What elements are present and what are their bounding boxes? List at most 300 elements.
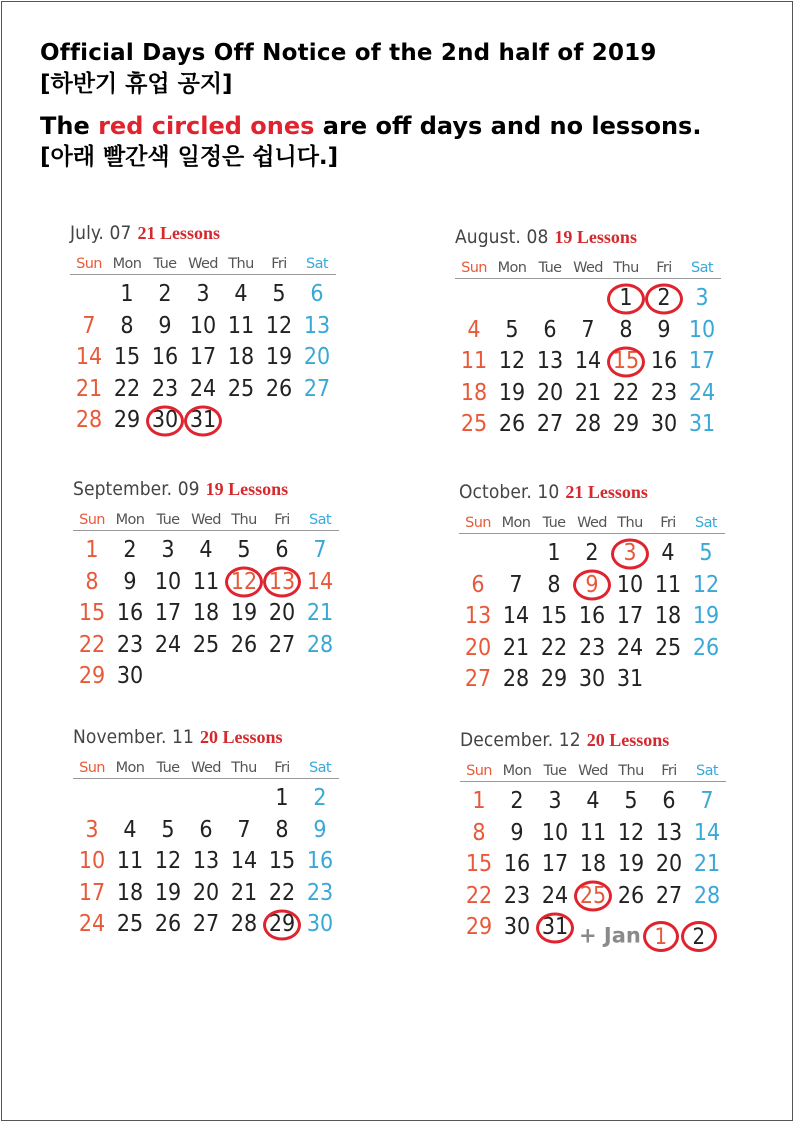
weekday-label: Thu	[618, 763, 644, 779]
weekday-label: Fri	[660, 515, 676, 531]
lesson-count: 19 Lessons	[554, 227, 637, 247]
day-cell: 26	[265, 375, 293, 402]
week-row	[459, 570, 727, 602]
weekday-label: Fri	[274, 760, 290, 776]
day-cell: 3	[85, 816, 99, 843]
day-cell: 19	[230, 600, 258, 626]
day-cell: 6	[662, 788, 676, 814]
off-day-cell: 29	[263, 909, 301, 941]
week-row	[455, 409, 723, 441]
weekday-label: Sat	[306, 256, 328, 272]
day-cell: 17	[688, 348, 716, 374]
day-cell: 21	[75, 375, 103, 402]
header-divider	[70, 274, 336, 275]
day-cell: 17	[78, 879, 106, 906]
week-row	[459, 601, 727, 633]
january-off-day: 1	[643, 921, 679, 952]
calendar-july	[70, 220, 338, 437]
weekday-label: Mon	[501, 515, 531, 531]
day-cell: 28	[306, 631, 334, 658]
day-cell: 24	[189, 375, 217, 402]
day-cell: 23	[151, 375, 179, 402]
day-cell: 28	[693, 882, 721, 909]
off-day-cell: 15	[607, 346, 645, 378]
day-cell: 21	[306, 600, 334, 626]
month-name: August. 08	[455, 226, 549, 248]
day-cell: 23	[503, 882, 531, 909]
day-cell: 2	[158, 281, 172, 307]
day-cell: 19	[617, 851, 645, 877]
day-cell: 24	[688, 379, 716, 406]
weekday-label: Tue	[543, 763, 567, 779]
day-cell: 4	[123, 816, 137, 843]
day-cell: 2	[510, 788, 524, 814]
week-row	[73, 783, 341, 815]
day-cell: 26	[498, 411, 526, 437]
off-day-cell: 12	[225, 567, 263, 599]
off-day-cell: 9	[573, 570, 611, 602]
weekday-label: Fri	[274, 512, 290, 528]
day-cell: 29	[540, 666, 568, 692]
weekday-label: Mon	[115, 760, 145, 776]
week-row	[73, 567, 341, 599]
weekday-label: Thu	[617, 515, 643, 531]
day-cell: 15	[113, 344, 141, 370]
weekday-label: Sun	[465, 515, 491, 531]
day-cell: 9	[657, 316, 671, 343]
day-cell: 14	[693, 819, 721, 846]
day-cell: 13	[464, 603, 492, 629]
weekday-label: Wed	[573, 260, 603, 276]
month-heading	[70, 220, 338, 246]
day-cell: 19	[692, 603, 720, 629]
weekday-label: Sun	[76, 256, 102, 272]
week-row	[455, 283, 723, 315]
day-cell	[225, 783, 263, 815]
week-row	[73, 815, 341, 847]
day-cell: 10	[154, 568, 182, 595]
day-cell: 22	[612, 379, 640, 406]
day-cell: 28	[574, 411, 602, 437]
day-cell: 30	[650, 411, 678, 437]
day-cell: 8	[472, 819, 486, 846]
week-row	[460, 818, 728, 850]
day-cell	[260, 405, 298, 437]
day-cell: 12	[154, 848, 182, 874]
weekday-label: Fri	[656, 260, 672, 276]
weekday-label: Tue	[156, 760, 180, 776]
day-cell	[497, 538, 535, 570]
weekday-label: Mon	[115, 512, 145, 528]
day-cell: 8	[85, 568, 99, 595]
day-cell: 20	[464, 634, 492, 661]
january-prefix: + Jan	[579, 923, 641, 948]
day-cell: 8	[547, 571, 561, 598]
day-cell: 23	[116, 631, 144, 658]
day-cell: 15	[465, 851, 493, 877]
day-cell	[73, 783, 111, 815]
day-cell: 3	[548, 788, 562, 814]
day-cell: 24	[154, 631, 182, 658]
off-day-cell: 25	[574, 881, 612, 913]
day-cell: 5	[272, 281, 286, 307]
day-cell	[187, 783, 225, 815]
day-cell	[149, 661, 187, 693]
day-cell: 10	[189, 312, 217, 339]
off-day-cell: 2	[645, 283, 683, 315]
day-cell: 30	[578, 666, 606, 692]
day-cell: 21	[574, 379, 602, 406]
weekday-label: Sun	[466, 763, 492, 779]
notice-instruction-korean: [아래 빨간색 일정은 쉽니다.]	[40, 144, 339, 170]
day-cell: 18	[579, 851, 607, 877]
day-cell: 12	[498, 348, 526, 374]
day-cell: 4	[661, 540, 675, 566]
day-cell: 7	[313, 537, 327, 563]
month-name: October. 10	[459, 481, 560, 503]
notice-page	[1, 1, 793, 1121]
day-cell: 24	[541, 882, 569, 909]
day-cell: 10	[541, 819, 569, 846]
day-cell: 29	[78, 663, 106, 689]
day-cell: 11	[227, 312, 255, 339]
weekday-header	[73, 506, 341, 528]
week-row	[460, 786, 728, 818]
week-row	[70, 279, 338, 311]
off-day-cell: 31	[536, 912, 574, 944]
day-cell: 12	[692, 571, 720, 598]
header-divider	[73, 530, 339, 531]
weekday-header	[455, 254, 723, 276]
weekday-label: Mon	[497, 260, 527, 276]
week-row	[73, 909, 341, 941]
day-cell: 26	[154, 911, 182, 937]
notice-instruction	[40, 114, 701, 138]
day-cell: 11	[116, 848, 144, 874]
day-cell: 29	[465, 914, 493, 940]
lesson-count: 20 Lessons	[586, 730, 670, 750]
day-cell: 4	[467, 316, 481, 343]
day-cell: 11	[579, 819, 607, 846]
day-cell: 20	[536, 379, 564, 406]
day-cell: 8	[120, 312, 134, 339]
day-cell: 11	[460, 348, 488, 374]
weekday-label: Thu	[228, 256, 254, 272]
day-cell	[225, 661, 263, 693]
day-cell: 17	[616, 603, 644, 629]
day-cell	[149, 783, 187, 815]
calendar-august	[455, 224, 723, 441]
weekday-label: Mon	[112, 256, 142, 272]
weekday-label: Thu	[231, 760, 257, 776]
day-cell: 10	[78, 848, 106, 874]
day-cell: 1	[120, 281, 134, 307]
day-cell: 24	[78, 911, 106, 937]
day-cell: 26	[230, 631, 258, 658]
weekday-label: Tue	[156, 512, 180, 528]
day-cell: 1	[472, 788, 486, 814]
day-cell: 1	[547, 540, 561, 566]
weekday-label: Sat	[309, 760, 331, 776]
day-cell: 10	[688, 316, 716, 343]
day-cell	[569, 283, 607, 315]
month-name: December. 12	[460, 729, 581, 751]
weekday-label: Thu	[613, 260, 639, 276]
header-divider	[455, 278, 721, 279]
day-cell: 27	[192, 911, 220, 937]
week-row	[459, 664, 727, 696]
weekday-label: Sun	[79, 512, 105, 528]
day-cell: 25	[227, 375, 255, 402]
month-name: September. 09	[73, 478, 200, 500]
day-cell: 27	[655, 882, 683, 909]
day-cell: 2	[585, 540, 599, 566]
weekday-label: Thu	[231, 512, 257, 528]
calendar-november	[73, 724, 341, 941]
month-heading	[73, 724, 341, 750]
weekday-header	[70, 250, 338, 272]
day-cell: 29	[113, 407, 141, 433]
day-cell: 3	[196, 281, 210, 307]
instruction-red-text: red circled ones	[98, 112, 315, 140]
week-row	[455, 315, 723, 347]
day-cell: 2	[313, 785, 327, 811]
day-cell: 23	[578, 634, 606, 661]
day-cell: 30	[306, 911, 334, 937]
day-cell: 5	[161, 816, 175, 843]
calendar-october	[459, 479, 727, 696]
day-cell: 3	[695, 285, 709, 311]
day-cell: 14	[574, 348, 602, 374]
weekday-label: Tue	[538, 260, 562, 276]
day-cell: 30	[503, 914, 531, 940]
day-cell: 28	[230, 911, 258, 937]
day-cell: 6	[199, 816, 213, 843]
day-cell: 12	[617, 819, 645, 846]
day-cell: 4	[234, 281, 248, 307]
off-day-cell: 3	[611, 538, 649, 570]
lesson-count: 21 Lessons	[137, 223, 220, 243]
notice-title: Official Days Off Notice of the 2nd half of 2019	[40, 40, 657, 66]
notice-title-korean: [하반기 휴업 공지]	[40, 71, 233, 97]
weekday-header	[73, 754, 341, 776]
week-row	[460, 881, 728, 913]
day-cell: 22	[540, 634, 568, 661]
day-cell: 20	[303, 344, 331, 370]
weekday-label: Sat	[691, 260, 713, 276]
header-divider	[460, 781, 726, 782]
day-cell: 2	[123, 537, 137, 563]
day-cell	[263, 661, 301, 693]
day-cell: 18	[227, 344, 255, 370]
day-cell: 25	[192, 631, 220, 658]
week-row	[460, 849, 728, 881]
day-cell: 20	[192, 879, 220, 906]
day-cell: 20	[655, 851, 683, 877]
day-cell: 17	[154, 600, 182, 626]
day-cell	[111, 783, 149, 815]
day-cell: 14	[230, 848, 258, 874]
day-cell: 3	[161, 537, 175, 563]
day-cell: 18	[116, 879, 144, 906]
day-cell: 16	[650, 348, 678, 374]
month-name: July. 07	[70, 222, 132, 244]
day-cell: 4	[586, 788, 600, 814]
day-cell: 18	[654, 603, 682, 629]
month-name: November. 11	[73, 726, 194, 748]
day-cell: 15	[268, 848, 296, 874]
week-row	[70, 405, 338, 437]
weekday-label: Mon	[502, 763, 532, 779]
day-cell	[531, 283, 569, 315]
day-cell: 14	[75, 344, 103, 370]
instruction-prefix: The	[40, 112, 99, 140]
day-cell: 13	[536, 348, 564, 374]
day-cell	[459, 538, 497, 570]
day-cell: 13	[303, 312, 331, 339]
day-cell: 9	[158, 312, 172, 339]
day-cell: 16	[116, 600, 144, 626]
day-cell: 18	[460, 379, 488, 406]
day-cell: 21	[502, 634, 530, 661]
day-cell: 28	[502, 666, 530, 692]
day-cell: 22	[268, 879, 296, 906]
week-row	[455, 378, 723, 410]
week-row	[73, 661, 341, 693]
day-cell: 26	[692, 634, 720, 661]
day-cell: 31	[688, 411, 716, 437]
day-cell: 16	[151, 344, 179, 370]
day-cell: 10	[616, 571, 644, 598]
weekday-label: Fri	[661, 763, 677, 779]
day-cell: 9	[510, 819, 524, 846]
day-cell: 30	[116, 663, 144, 689]
week-row	[70, 311, 338, 343]
day-cell: 26	[617, 882, 645, 909]
day-cell: 24	[616, 634, 644, 661]
day-cell: 9	[313, 816, 327, 843]
day-cell: 16	[503, 851, 531, 877]
day-cell: 17	[541, 851, 569, 877]
day-cell: 8	[275, 816, 289, 843]
weekday-label: Sat	[695, 515, 717, 531]
month-heading	[455, 224, 723, 250]
lesson-count: 21 Lessons	[565, 482, 648, 502]
day-cell: 6	[471, 571, 485, 598]
day-cell: 16	[306, 848, 334, 874]
day-cell: 12	[265, 312, 293, 339]
week-row	[73, 535, 341, 567]
day-cell: 23	[650, 379, 678, 406]
day-cell: 22	[113, 375, 141, 402]
day-cell: 1	[85, 537, 99, 563]
week-row	[73, 878, 341, 910]
week-row	[70, 374, 338, 406]
day-cell: 21	[230, 879, 258, 906]
day-cell: 7	[509, 571, 523, 598]
day-cell: 16	[578, 603, 606, 629]
january-off-day: 2	[681, 921, 717, 952]
day-cell: 27	[536, 411, 564, 437]
weekday-label: Tue	[542, 515, 566, 531]
day-cell	[455, 283, 493, 315]
weekday-label: Wed	[578, 763, 608, 779]
week-row	[459, 633, 727, 665]
day-cell	[70, 279, 108, 311]
day-cell	[298, 405, 336, 437]
day-cell: 19	[154, 879, 182, 906]
weekday-label: Wed	[191, 512, 221, 528]
instruction-suffix: are off days and no lessons.	[314, 112, 702, 140]
day-cell: 6	[275, 537, 289, 563]
weekday-label: Wed	[191, 760, 221, 776]
day-cell: 21	[693, 851, 721, 877]
off-day-cell: 1	[607, 283, 645, 315]
day-cell: 27	[464, 666, 492, 692]
weekday-label: Sun	[79, 760, 105, 776]
day-cell: 27	[268, 631, 296, 658]
day-cell: 22	[465, 882, 493, 909]
weekday-header	[459, 509, 727, 531]
day-cell: 7	[700, 788, 714, 814]
day-cell	[687, 664, 725, 696]
month-heading	[460, 727, 728, 753]
day-cell: 18	[192, 600, 220, 626]
day-cell: 5	[699, 540, 713, 566]
week-row	[70, 342, 338, 374]
day-cell	[301, 661, 339, 693]
day-cell: 4	[199, 537, 213, 563]
weekday-label: Sat	[696, 763, 718, 779]
day-cell: 25	[460, 411, 488, 437]
day-cell: 15	[540, 603, 568, 629]
day-cell: 25	[654, 634, 682, 661]
day-cell: 1	[275, 785, 289, 811]
day-cell: 11	[654, 571, 682, 598]
header-divider	[459, 533, 725, 534]
day-cell: 14	[502, 603, 530, 629]
day-cell: 11	[192, 568, 220, 595]
day-cell: 20	[268, 600, 296, 626]
off-day-cell: 30	[146, 405, 184, 437]
day-cell: 6	[310, 281, 324, 307]
week-row	[73, 630, 341, 662]
week-row	[455, 346, 723, 378]
day-cell: 19	[265, 344, 293, 370]
day-cell: 6	[543, 316, 557, 343]
day-cell: 5	[624, 788, 638, 814]
day-cell: 17	[189, 344, 217, 370]
calendar-december	[460, 727, 728, 944]
lesson-count: 20 Lessons	[199, 727, 283, 747]
weekday-label: Sat	[309, 512, 331, 528]
off-day-cell: 31	[184, 405, 222, 437]
day-cell: 13	[655, 819, 683, 846]
weekday-label: Wed	[577, 515, 607, 531]
day-cell: 23	[306, 879, 334, 906]
weekday-label: Wed	[188, 256, 218, 272]
day-cell: 5	[505, 316, 519, 343]
week-row	[73, 846, 341, 878]
day-cell: 22	[78, 631, 106, 658]
week-row	[73, 598, 341, 630]
day-cell: 8	[619, 316, 633, 343]
day-cell	[187, 661, 225, 693]
month-heading	[459, 479, 727, 505]
off-day-cell: 13	[263, 567, 301, 599]
day-cell: 7	[82, 312, 96, 339]
calendar-september	[73, 476, 341, 693]
